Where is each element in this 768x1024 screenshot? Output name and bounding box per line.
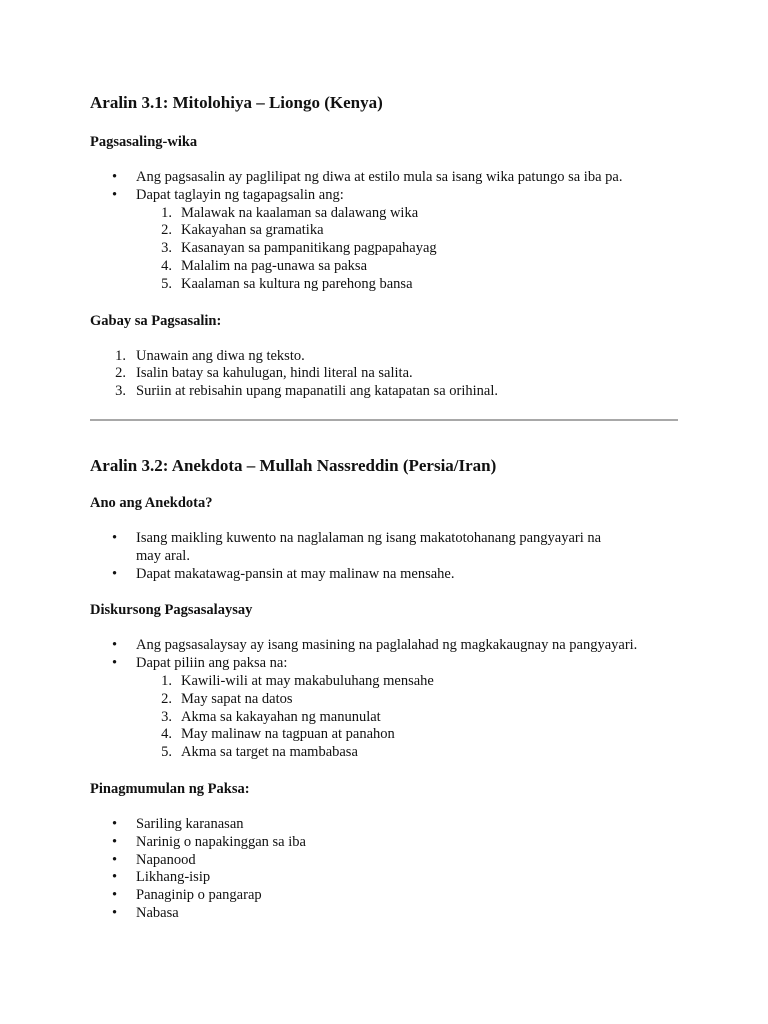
number-marker: 5. [161, 275, 172, 292]
list-item-text: May sapat na datos [181, 690, 293, 707]
number-marker: 1. [161, 672, 172, 689]
bullet-list [90, 169, 678, 294]
list-item-text: Dapat makatawag-pansin at may malinaw na mensahe. [136, 565, 455, 582]
number-marker: 3. [161, 708, 172, 725]
list-item-text: Kaalaman sa kultura ng parehong bansa [181, 275, 413, 292]
number-marker: 4. [161, 257, 172, 274]
bullet-marker: • [112, 529, 118, 546]
bullet-marker: • [112, 887, 118, 904]
list-item-text: Malawak na kaalaman sa dalawang wika [181, 204, 419, 221]
list-item-text: Dapat piliin ang paksa na: [136, 655, 288, 672]
subheading-ano-ang-anekdota: Ano ang Anekdota? [90, 494, 213, 511]
number-marker: 4. [161, 726, 172, 743]
document-page [90, 0, 678, 923]
list-item [136, 258, 678, 276]
section-1-title: Aralin 3.1: Mitolohiya – Liongo (Kenya) [90, 93, 383, 112]
list-item-text: Malalim na pag-unawa sa paksa [181, 257, 368, 274]
list-item-text: Ang pagsasalin ay paglilipat ng diwa at estilo mula sa isang wika patungo sa iba pa. [136, 169, 623, 185]
list-item [90, 852, 678, 870]
list-item-text: Unawain ang diwa ng teksto. [136, 347, 305, 364]
list-item [90, 365, 678, 383]
list-item-text: Nabasa [136, 904, 179, 921]
bullet-marker: • [112, 869, 118, 886]
list-item-text: Narinig o napakinggan sa iba [136, 833, 306, 850]
list-item-text: Akma sa target na mambabasa [181, 744, 358, 761]
list-item-text: Likhang-isip [136, 869, 211, 886]
bullet-marker: • [112, 565, 118, 582]
number-marker: 2. [161, 690, 172, 707]
list-item [90, 637, 678, 655]
subheading-pinagmumulan-ng-paksa: Pinagmumulan ng Paksa: [90, 780, 250, 797]
list-item [136, 222, 678, 240]
list-item-text: May malinaw na tagpuan at panahon [181, 726, 395, 743]
section-2-title: Aralin 3.2: Anekdota – Mullah Nassreddin (Persia/Iran) [90, 455, 497, 475]
list-item-text: Napanood [136, 851, 196, 868]
bullet-marker: • [112, 851, 118, 868]
number-marker: 3. [115, 383, 126, 400]
list-item [90, 566, 678, 584]
list-item [136, 726, 678, 744]
list-item-text: Kakayahan sa gramatika [181, 222, 324, 239]
list-item [90, 905, 678, 923]
bullet-marker: • [112, 815, 118, 832]
bullet-marker: • [112, 169, 118, 185]
list-item-text: Akma sa kakayahan ng manunulat [181, 708, 381, 725]
bullet-marker: • [112, 637, 118, 654]
bullet-list [90, 637, 678, 762]
list-item-text: Kawili-wili at may makabuluhang mensahe [181, 672, 434, 689]
number-marker: 2. [161, 222, 172, 239]
list-item [136, 709, 678, 727]
bullet-marker: • [112, 904, 118, 921]
number-marker: 1. [161, 204, 172, 221]
list-item-text: Ang pagsasalaysay ay isang masining na paglalahad ng magkakaugnay na pangyayari. [136, 637, 638, 654]
subheading-diskursong-pagsasalaysay: Diskursong Pagsasalaysay [90, 602, 253, 619]
list-item-text: Suriin at rebisahin upang mapanatili ang katapatan sa orihinal. [136, 383, 498, 400]
list-item [90, 834, 678, 852]
bullet-list [90, 816, 678, 923]
number-marker: 1. [115, 347, 126, 364]
list-item-text: Kasanayan sa pampanitikang pagpapahayag [181, 240, 437, 257]
list-item [90, 348, 678, 366]
list-item [90, 169, 678, 187]
list-item [90, 530, 678, 566]
list-item [90, 869, 678, 887]
list-item [136, 691, 678, 709]
list-item [90, 887, 678, 905]
bullet-marker: • [112, 655, 118, 672]
list-item-text: Panaginip o pangarap [136, 887, 262, 904]
list-item [136, 744, 678, 762]
list-item [90, 383, 678, 401]
bullet-list [90, 530, 678, 583]
number-marker: 2. [115, 365, 126, 382]
bullet-marker: • [112, 186, 118, 203]
bullet-marker: • [112, 833, 118, 850]
list-item [90, 655, 678, 762]
numbered-sublist [136, 205, 678, 294]
list-item [136, 240, 678, 258]
list-item [136, 205, 678, 223]
list-item [90, 816, 678, 834]
list-item [136, 276, 678, 294]
list-item-text: Sariling karanasan [136, 815, 244, 832]
subheading-gabay-sa-pagsasalin: Gabay sa Pagsasalin: [90, 312, 222, 329]
list-item-text: Dapat taglayin ng tagapagsalin ang: [136, 186, 344, 203]
subheading-pagsasaling-wika: Pagsasaling-wika [90, 134, 198, 150]
list-item-text: Isang maikling kuwento na naglalaman ng isang makatotohanang pangyayari na may aral. [136, 529, 602, 564]
section-divider [90, 419, 678, 421]
number-marker: 3. [161, 240, 172, 257]
numbered-sublist [136, 673, 678, 762]
list-item-text: Isalin batay sa kahulugan, hindi literal na salita. [136, 365, 413, 382]
number-marker: 5. [161, 744, 172, 761]
list-item [136, 673, 678, 691]
numbered-list [90, 348, 678, 401]
list-item [90, 187, 678, 294]
